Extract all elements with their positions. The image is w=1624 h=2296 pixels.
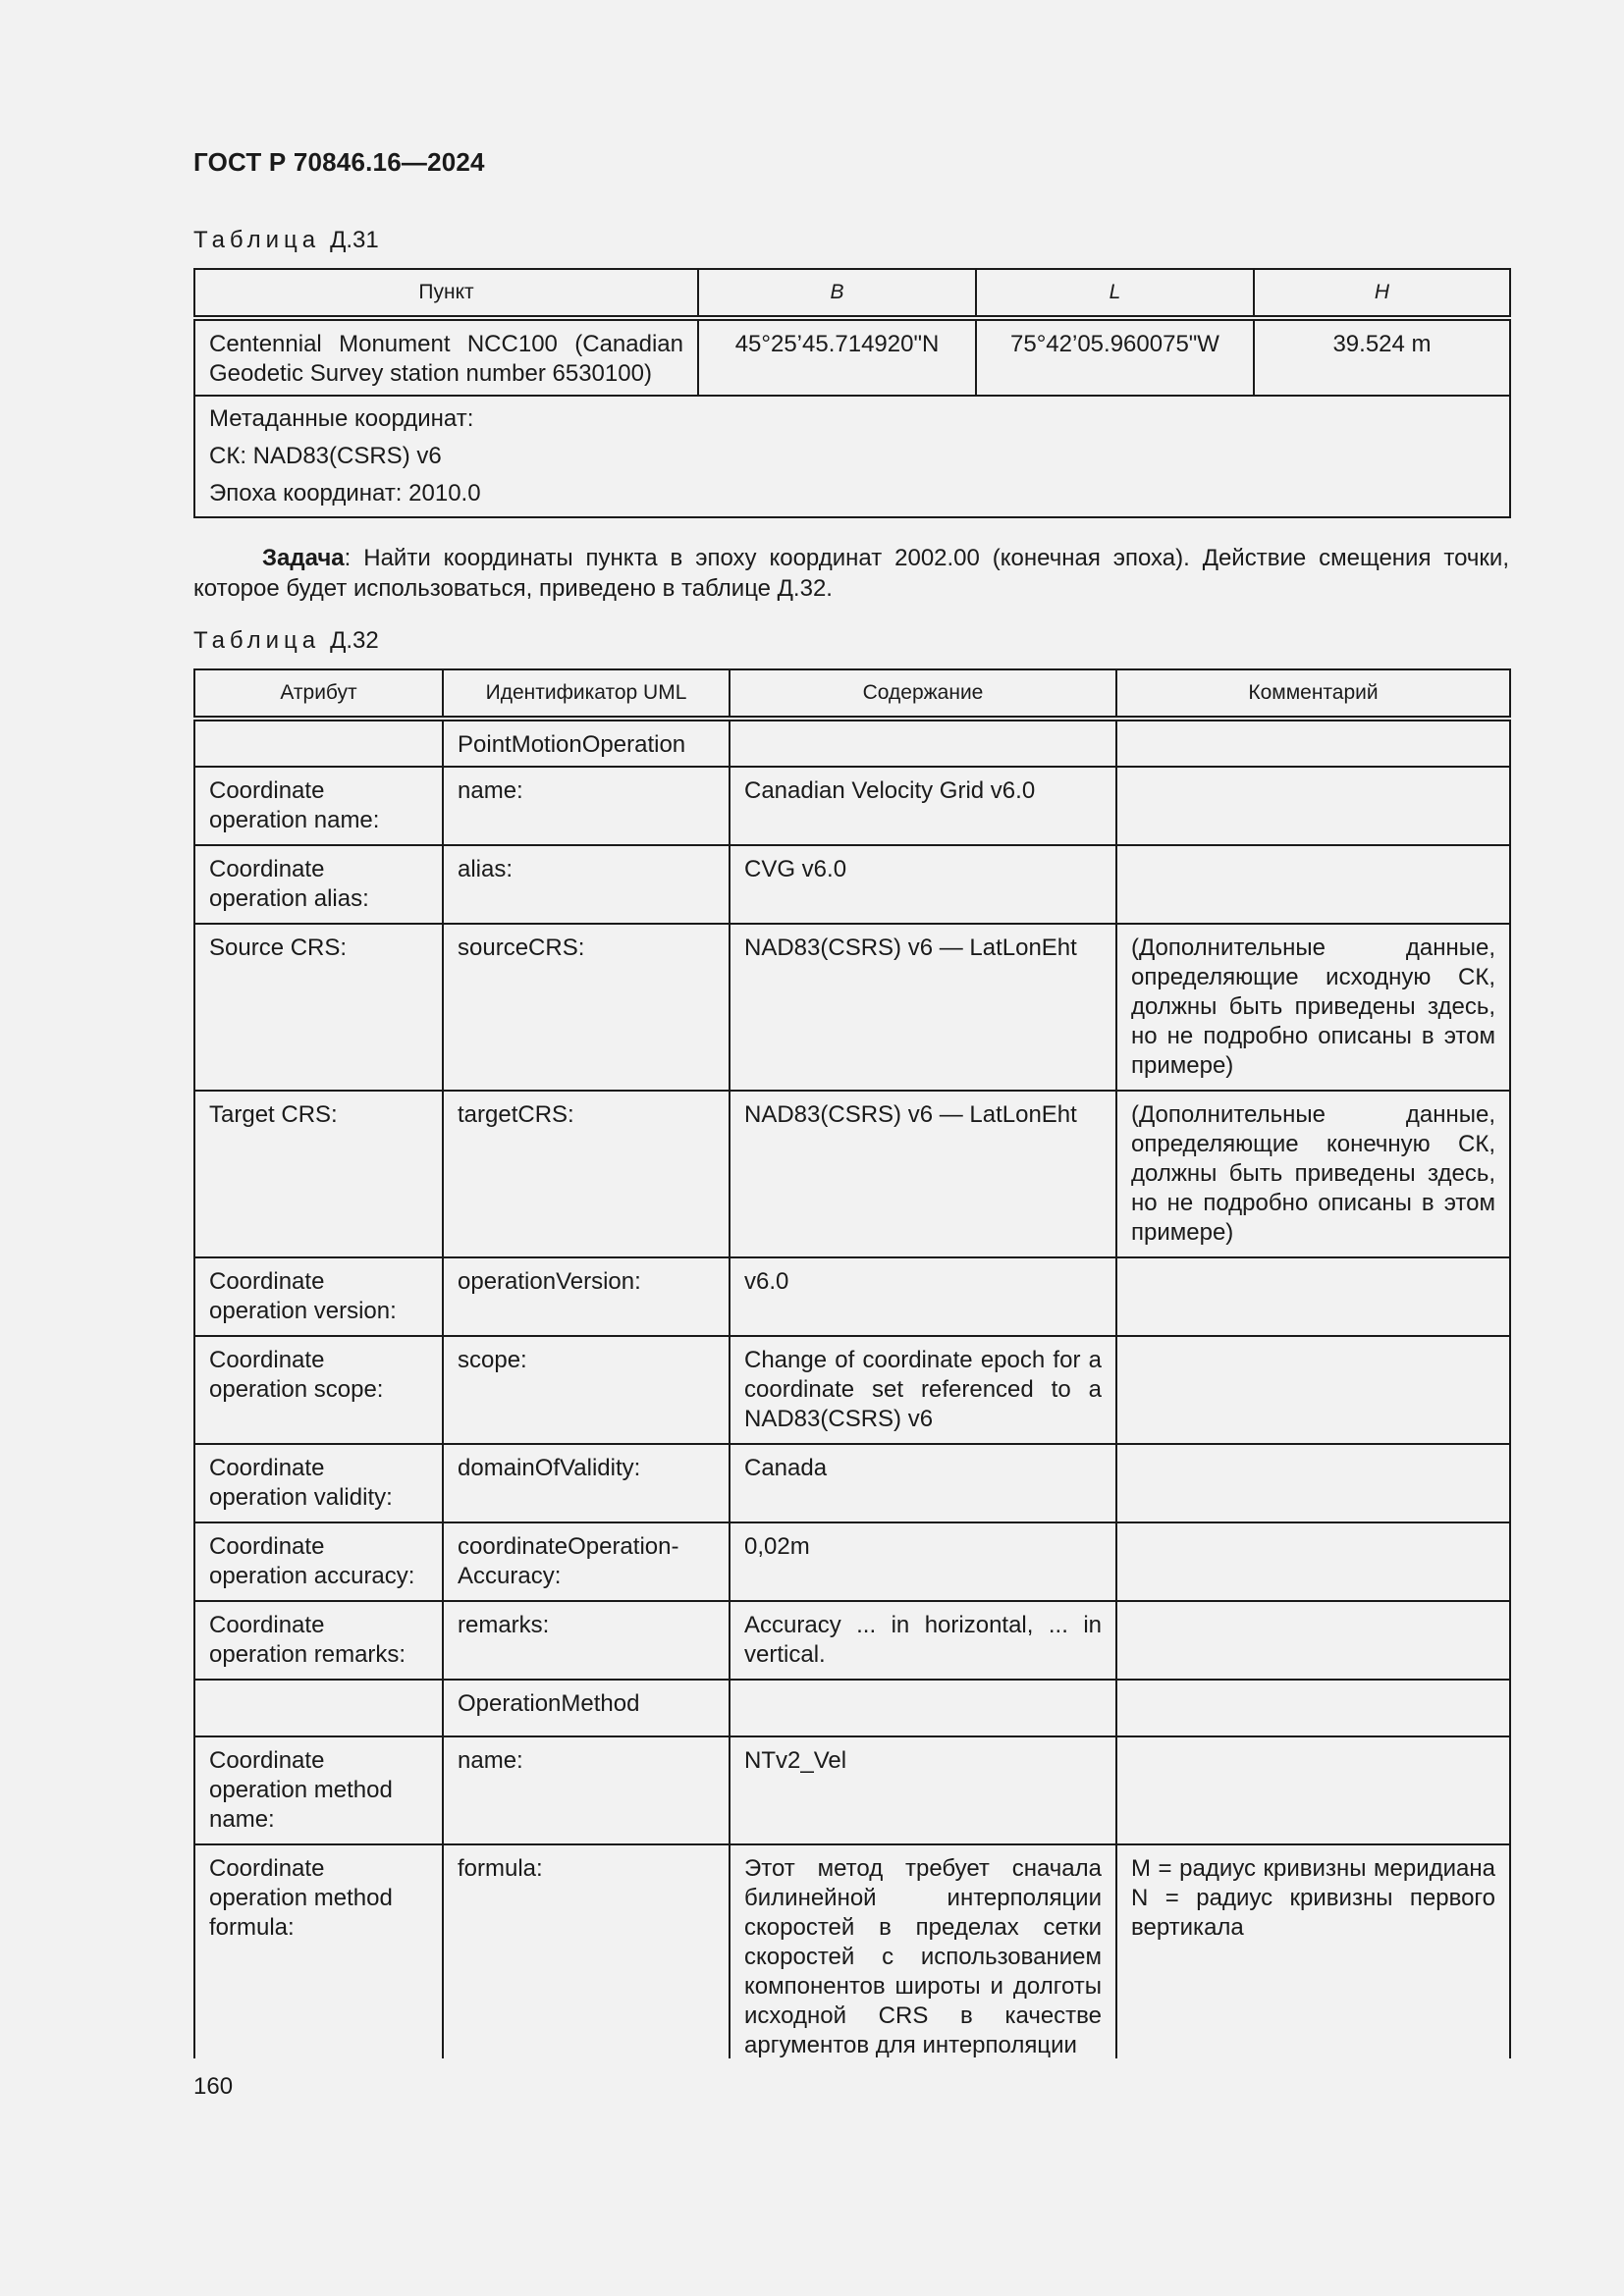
page-number: 160 [193,2073,234,2100]
comment-cell [1116,1680,1510,1736]
attribute-cell: Coordinate operation remarks: [194,1601,443,1680]
table-row [194,1257,1510,1336]
comment-cell [1116,1601,1510,1680]
table32-header-row [194,669,1510,719]
content-cell: NTv2_Vel [730,1736,1116,1844]
table-row [194,1444,1510,1522]
table-row [194,1336,1510,1444]
uml-cell: name: [443,767,730,845]
table-row [194,845,1510,924]
table-row [194,767,1510,845]
uml-cell: sourceCRS: [443,924,730,1091]
table-row [194,1601,1510,1680]
table31-caption-number: Д.31 [330,227,379,253]
content-cell [730,1680,1116,1736]
attribute-cell: Coordinate operation method formula: [194,1844,443,2058]
content-cell: v6.0 [730,1257,1116,1336]
table-d31 [193,268,1511,518]
metadata-crs: СК: NAD83(CSRS) v6 [209,443,442,469]
table31-metadata-row [194,396,1510,517]
uml-cell: targetCRS: [443,1091,730,1257]
table32-caption [193,627,379,655]
table-row [194,1844,1510,2058]
table31-header-h: H [1254,269,1510,318]
attribute-cell: Coordinate operation validity: [194,1444,443,1522]
attribute-cell: Coordinate operation name: [194,767,443,845]
attribute-cell: Coordinate operation scope: [194,1336,443,1444]
metadata-title: Метаданные координат: [209,405,474,432]
content-cell: Change of coordinate epoch for a coordinate set referenced to a NAD83(CSRS) v6 [730,1336,1116,1444]
comment-cell [1116,1522,1510,1601]
table31-h-cell: 39.524 m [1254,318,1510,396]
table31-caption-word: Таблица [193,227,321,253]
uml-cell: remarks: [443,1601,730,1680]
table-row [194,1091,1510,1257]
table32-header-content: Содержание [730,669,1116,719]
attribute-cell: Coordinate operation method name: [194,1736,443,1844]
content-cell: Canada [730,1444,1116,1522]
table31-header-l: L [976,269,1254,318]
uml-cell: PointMotionOperation [443,719,730,767]
comment-cell [1116,1444,1510,1522]
table32-caption-word: Таблица [193,627,321,654]
table31-point-cell: Centennial Monument NCC100 (Canadian Geodetic Survey station number 6530100) [194,318,698,396]
attribute-cell: Source CRS: [194,924,443,1091]
table-row [194,1736,1510,1844]
table31-caption [193,227,379,254]
content-cell: 0,02m [730,1522,1116,1601]
metadata-epoch: Эпоха координат: 2010.0 [209,480,481,507]
comment-cell [1116,719,1510,767]
attribute-cell: Coordinate operation version: [194,1257,443,1336]
task-label: Задача [262,545,345,571]
content-cell: NAD83(CSRS) v6 — LatLonEht [730,924,1116,1091]
uml-cell: formula: [443,1844,730,2058]
comment-cell [1116,767,1510,845]
attribute-cell [194,1680,443,1736]
comment-cell: M = радиус кривизны меридиана N = радиус кривизны первого вертикала [1116,1844,1510,2058]
attribute-cell: Coordinate operation accuracy: [194,1522,443,1601]
table-row [194,1680,1510,1736]
table31-l-cell: 75°42’05.960075"W [976,318,1254,396]
task-paragraph [193,543,1509,604]
uml-cell: coordinateOperation-Accuracy: [443,1522,730,1601]
content-cell: Accuracy ... in horizontal, ... in vertical. [730,1601,1116,1680]
comment-cell [1116,845,1510,924]
attribute-cell [194,719,443,767]
document-code: ГОСТ Р 70846.16—2024 [193,147,485,177]
table32-header-comment: Комментарий [1116,669,1510,719]
table-d32 [193,668,1511,2058]
uml-cell: scope: [443,1336,730,1444]
table31-header-point: Пункт [194,269,698,318]
uml-cell: OperationMethod [443,1680,730,1736]
content-cell: NAD83(CSRS) v6 — LatLonEht [730,1091,1116,1257]
table31-header-b: B [698,269,976,318]
table-row [194,719,1510,767]
table-row [194,924,1510,1091]
comment-cell [1116,1257,1510,1336]
table32-header-uml: Идентификатор UML [443,669,730,719]
table31-row [194,318,1510,396]
comment-cell: (Дополнительные данные, определяющие конечную СК, должны быть приведены здесь, но не подробно описаны в этом примере) [1116,1091,1510,1257]
task-text: : Найти координаты пункта в эпоху координат 2002.00 (конечная эпоха). Действие смещения точки, которое будет использоваться, приведено в таблице Д.32. [193,545,1509,602]
comment-cell [1116,1336,1510,1444]
attribute-cell: Coordinate operation alias: [194,845,443,924]
uml-cell: alias: [443,845,730,924]
uml-cell: name: [443,1736,730,1844]
content-cell [730,719,1116,767]
content-cell: Этот метод требует сначала билинейной интерполяции скоростей в пределах сетки скоростей с использованием компонентов широты и долготы исходной CRS в качестве аргументов для интерполяции [730,1844,1116,2058]
table31-header-row [194,269,1510,318]
uml-cell: domainOfValidity: [443,1444,730,1522]
table-row [194,1522,1510,1601]
uml-cell: operationVersion: [443,1257,730,1336]
table31-metadata-cell [194,396,1510,517]
table31-b-cell: 45°25’45.714920"N [698,318,976,396]
comment-cell: (Дополнительные данные, определяющие исходную СК, должны быть приведены здесь, но не подробно описаны в этом примере) [1116,924,1510,1091]
content-cell: CVG v6.0 [730,845,1116,924]
comment-cell [1116,1736,1510,1844]
table32-caption-number: Д.32 [330,627,379,654]
content-cell: Canadian Velocity Grid v6.0 [730,767,1116,845]
table32-header-attribute: Атрибут [194,669,443,719]
table32-clip [187,663,1522,2058]
attribute-cell: Target CRS: [194,1091,443,1257]
